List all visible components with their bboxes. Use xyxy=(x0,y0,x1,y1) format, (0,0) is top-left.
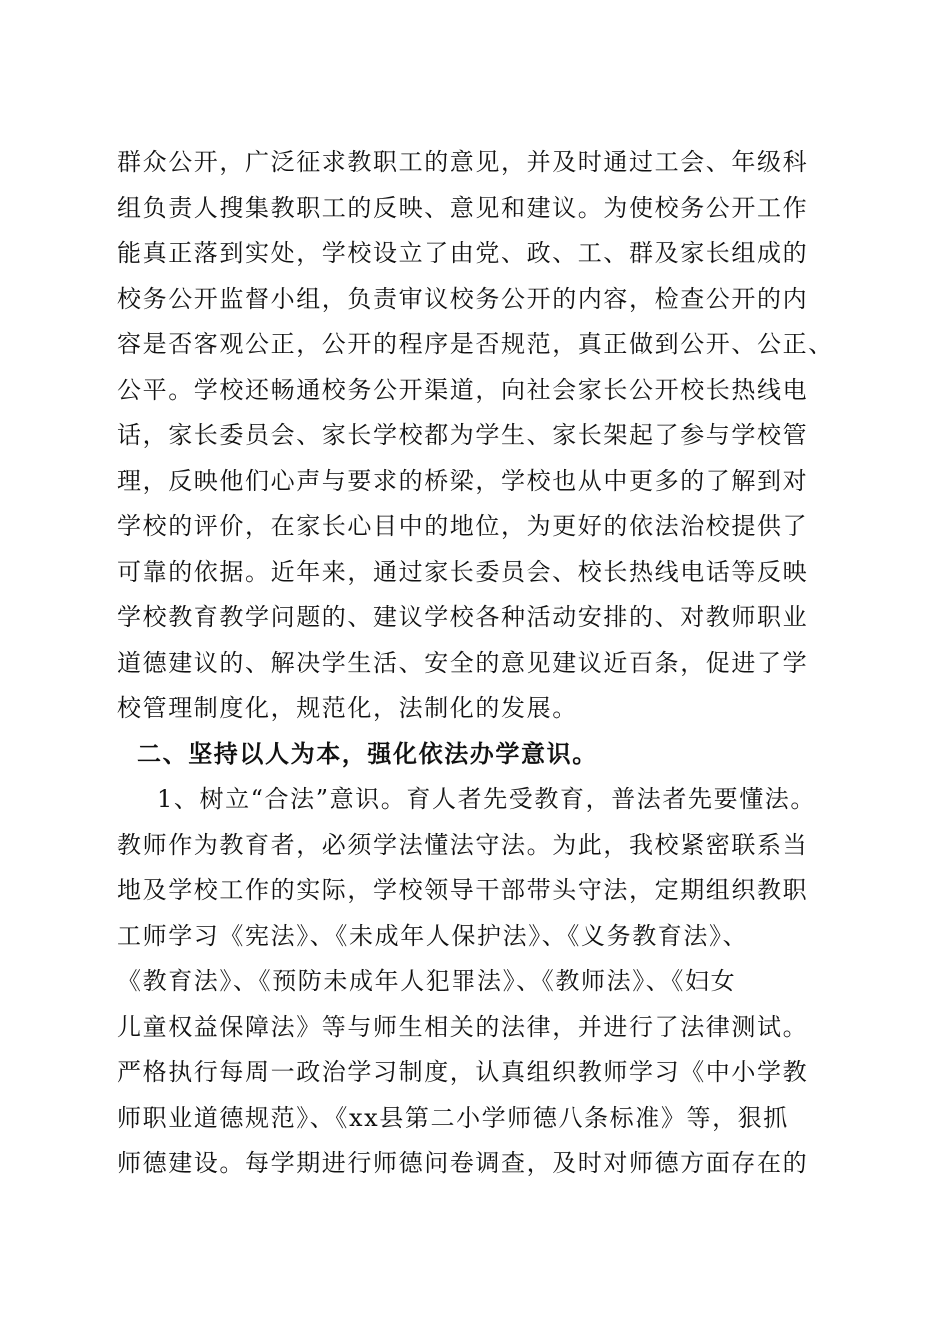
text-line: 学校的评价，在家长心目中的地位，为更好的依法治校提供了 xyxy=(117,512,809,540)
text-line: 可靠的依据。近年来，通过家长委员会、校长热线电话等反映 xyxy=(117,557,809,586)
section-heading: 二、坚持以人为本，强化依法办学意识。 xyxy=(137,739,598,768)
text-line: 严格执行每周一政治学习制度，认真组织教师学习《中小学教 xyxy=(117,1058,809,1086)
document-body xyxy=(117,140,847,1187)
text-line: 组负责人搜集教职工的反映、意见和建议。为使校务公开工作 xyxy=(117,193,809,222)
text-line: 儿童权益保障法》等与师生相关的法律，并进行了法律测试。 xyxy=(117,1012,809,1041)
text-line: 能真正落到实处，学校设立了由党、政、工、群及家长组成的 xyxy=(117,239,809,267)
paragraph-first-line: 1、树立“合法”意识。育人者先受教育，普法者先要懂法。 xyxy=(157,785,817,813)
text-line: 校管理制度化，规范化，法制化的发展。 xyxy=(117,694,578,722)
text-line: 校务公开监督小组，负责审议校务公开的内容，检查公开的内 xyxy=(117,284,809,313)
text-line: 公平。学校还畅通校务公开渠道，向社会家长公开校长热线电 xyxy=(117,375,809,404)
text-line: 工师学习《宪法》、《未成年人保护法》、《义务教育法》、 xyxy=(117,921,749,950)
text-line: 师德建设。每学期进行师德问卷调查，及时对师德方面存在的 xyxy=(117,1149,809,1177)
text-line: 道德建议的、解决学生活、安全的意见建议近百条，促进了学 xyxy=(117,648,809,677)
text-line: 话，家长委员会、家长学校都为学生、家长架起了参与学校管 xyxy=(117,421,809,449)
text-line: 教师作为教育者，必须学法懂法守法。为此，我校紧密联系当 xyxy=(117,830,809,859)
text-line: 《教育法》、《预防未成年人犯罪法》、《教师法》、《妇女 xyxy=(117,967,737,995)
text-line: 容是否客观公正，公开的程序是否规范，真正做到公开、公正、 xyxy=(117,330,834,358)
text-line: 师职业道德规范》、《xx县第二小学师德八条标准》等，狠抓 xyxy=(117,1103,789,1132)
text-line: 群众公开，广泛征求教职工的意见，并及时通过工会、年级科 xyxy=(117,148,809,176)
text-line: 理，反映他们心声与要求的桥梁，学校也从中更多的了解到对 xyxy=(117,466,809,495)
text-line: 学校教育教学问题的、建议学校各种活动安排的、对教师职业 xyxy=(117,603,809,631)
text-line: 地及学校工作的实际，学校领导干部带头守法，定期组织教职 xyxy=(117,876,809,904)
